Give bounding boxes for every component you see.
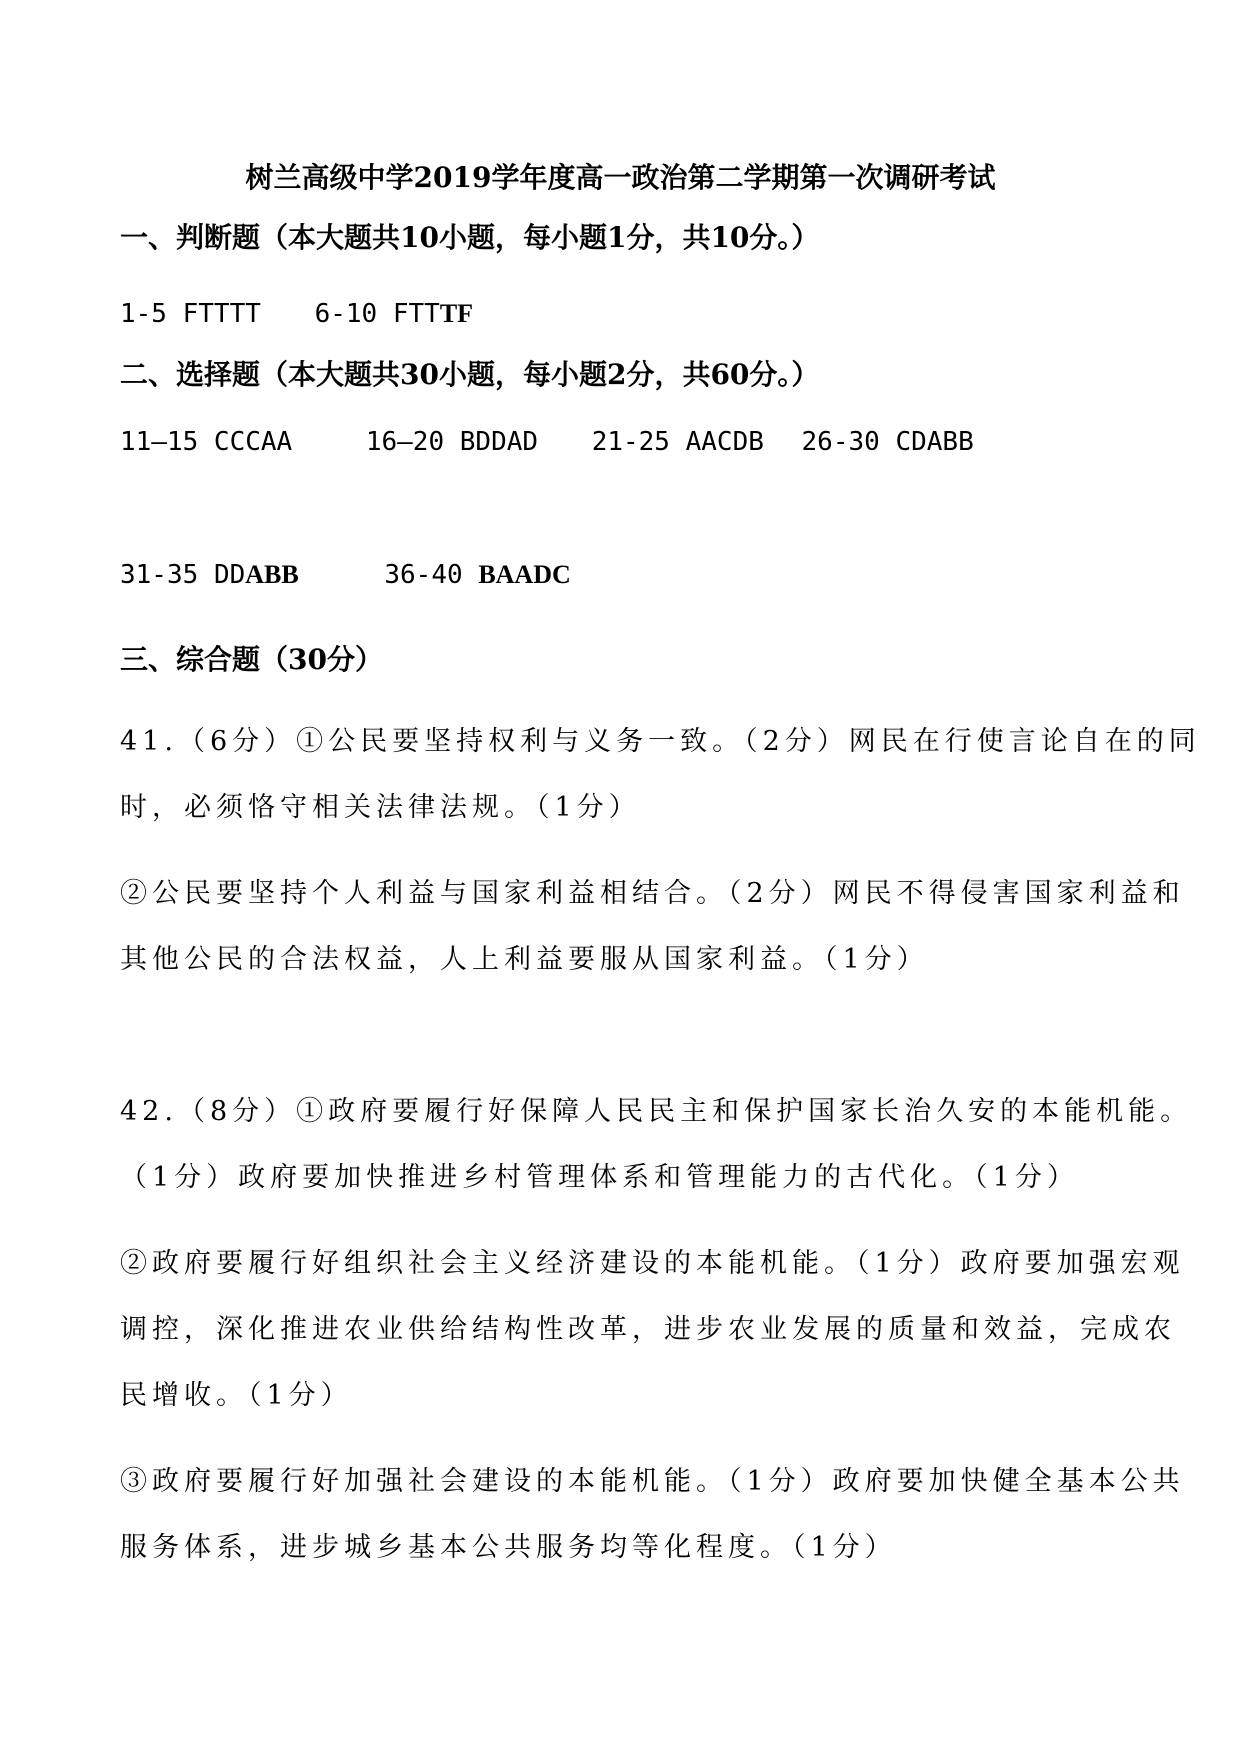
answer-group-label: 36-40 — [384, 560, 463, 590]
answer-group-value: FTTTT — [182, 299, 261, 329]
answer-group: 16—20 BDDAD — [365, 427, 539, 457]
section2-heading: 二、选择题（本大题共30小题，每小题2分，共60分。） — [120, 358, 820, 391]
q42-line-3: ②政府要履行好组织社会主义经济建设的本能机能。（1分）政府要加强宏观 — [120, 1248, 1185, 1279]
section2-answers-row1 — [120, 424, 974, 460]
section3-heading: 三、综合题（30分） — [120, 643, 383, 676]
answer-group-label: 1-5 — [120, 299, 167, 329]
answer-group-label: 6-10 — [314, 299, 378, 329]
answer-group-value: FTT — [392, 299, 440, 329]
answer-group-value: DD — [213, 560, 246, 590]
answer-group: 21-25 AACDB — [591, 427, 764, 457]
section2-answers-row2 — [120, 557, 571, 593]
q42-line-5: 民增收。（1分） — [120, 1380, 353, 1411]
answer-group-label: 31-35 — [120, 560, 199, 590]
q41-line-2: 时，必须恪守相关法律法规。（1分） — [120, 792, 641, 823]
answer-group: 26-30 CDABB — [801, 427, 974, 457]
q41-line-3: ②公民要坚持个人利益与国家利益相结合。（2分）网民不得侵害国家利益和 — [120, 878, 1185, 909]
q41-line-4: 其他公民的合法权益，人上利益要服从国家利益。（1分） — [120, 944, 929, 975]
section1-heading: 一、判断题（本大题共10小题，每小题1分，共10分。） — [120, 221, 820, 254]
q42-line-6: ③政府要履行好加强社会建设的本能机能。（1分）政府要加快健全基本公共 — [120, 1466, 1185, 1497]
q42-line-7: 服务体系，进步城乡基本公共服务均等化程度。（1分） — [120, 1532, 897, 1563]
answer-group-value-bold: ABB — [245, 560, 299, 589]
answer-group: 11—15 CCCAA — [120, 427, 293, 457]
document-title: 树兰高级中学2019学年度高一政治第二学期第一次调研考试 — [245, 161, 996, 194]
q42-line-4: 调控，深化推进农业供给结构性改革，进步农业发展的质量和效益，完成农 — [120, 1314, 1176, 1345]
section1-answers — [120, 296, 473, 332]
q42-line-1: 42.（8分）①政府要履行好保障人民民主和保护国家长治久安的本能机能。 — [120, 1096, 1193, 1127]
answer-group-value-bold: BAADC — [478, 560, 571, 589]
q42-line-2: （1分）政府要加快推进乡村管理体系和管理能力的古代化。（1分） — [120, 1162, 1079, 1193]
q41-line-1: 41.（6分）①公民要坚持权利与义务一致。（2分）网民在行使言论自在的同 — [120, 726, 1201, 757]
answer-group-value-bold: TF — [439, 299, 474, 328]
